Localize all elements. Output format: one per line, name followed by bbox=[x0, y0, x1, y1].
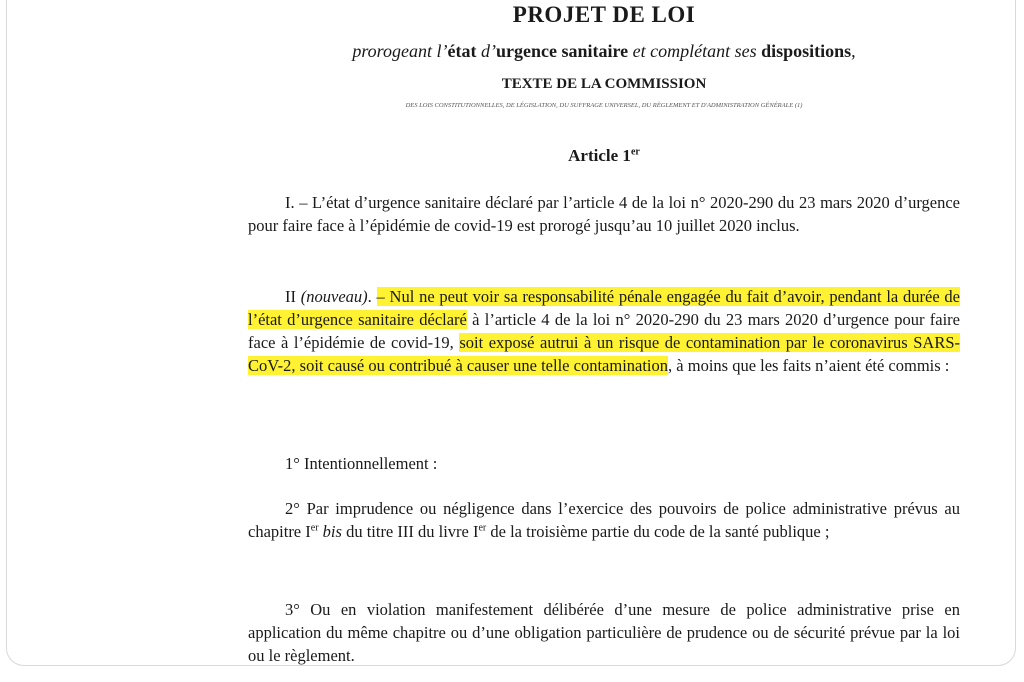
subtitle-run: urgence sanitaire bbox=[495, 41, 629, 61]
paragraph-text: 1° Intentionnellement : bbox=[285, 454, 438, 473]
subtitle-run: dispositions bbox=[761, 41, 852, 61]
paragraph-2 bbox=[248, 285, 960, 377]
article-heading-text: Article 1 bbox=[568, 146, 631, 165]
subtitle-run: d’ bbox=[476, 41, 496, 61]
document-title: PROJET DE LOI bbox=[512, 2, 696, 27]
highlighted-text: soit exposé autrui à un risque de contamination par le coronavirus SARS-CoV-2, soit causé ou contribué à causer une telle contamination bbox=[248, 333, 960, 375]
paragraph-text: II bbox=[285, 287, 301, 306]
paragraph-text: , à moins que les faits n’aient été commis : bbox=[668, 356, 950, 375]
subtitle-run: et complétant ses bbox=[628, 41, 762, 61]
document-subtitle bbox=[248, 41, 960, 62]
commission-heading: TEXTE DE LA COMMISSION bbox=[501, 76, 707, 92]
paragraph-text: à l’article 4 de la loi n° 2020-290 du 23 mars 2020 d’urgence pour faire face à l’épidémie de covid-19, bbox=[248, 310, 960, 352]
paragraph-text: du titre III du livre I bbox=[341, 522, 479, 541]
subtitle-run: état bbox=[447, 41, 477, 61]
paragraph-text: 2° Par imprudence ou négligence dans l’exercice des pouvoirs de police administrative prévus au chapitre I bbox=[248, 499, 960, 541]
paragraph-text: er bbox=[310, 522, 319, 534]
paragraph-text: er bbox=[478, 522, 487, 534]
paragraph-text: (nouveau) bbox=[300, 287, 368, 306]
subtitle-run: prorogeant l’ bbox=[352, 41, 448, 61]
paragraph-1 bbox=[248, 191, 960, 237]
paragraph-text: . bbox=[367, 287, 377, 306]
paragraph-5 bbox=[248, 598, 960, 667]
paragraph-text: I. – L’état d’urgence sanitaire déclaré par l’article 4 de la loi n° 2020-290 du 23 mars 2020 d’urgence pour faire face à l’épidémie de covid-19 est prorogé jusqu’au 10 juillet 2020 inclus. bbox=[248, 193, 960, 235]
paragraph-text: bis bbox=[322, 522, 342, 541]
highlighted-text: – Nul ne peut voir sa responsabilité pénale engagée du fait d’avoir, pendant la durée de l’état d’urgence sanitaire déclaré bbox=[248, 287, 961, 329]
subtitle-run: , bbox=[851, 41, 856, 61]
paragraph-text: de la troisième partie du code de la santé publique ; bbox=[486, 522, 830, 541]
paragraph-4 bbox=[248, 497, 960, 543]
article-heading bbox=[248, 146, 960, 166]
paragraph-3 bbox=[248, 452, 960, 475]
commission-subheading: DES LOIS CONSTITUTIONNELLES, DE LÉGISLATION, DU SUFFRAGE UNIVERSEL, DU RÈGLEMENT ET D'ADMINISTRATION GÉNÉRALE (1) bbox=[405, 102, 803, 109]
paragraph-text: 3° Ou en violation manifestement délibérée d’une mesure de police administrative prise en application du même chapitre ou d’une obligation particulière de prudence ou de sécurité prévue par la loi ou le règlement. bbox=[248, 600, 960, 665]
article-heading-sup: er bbox=[630, 146, 640, 158]
